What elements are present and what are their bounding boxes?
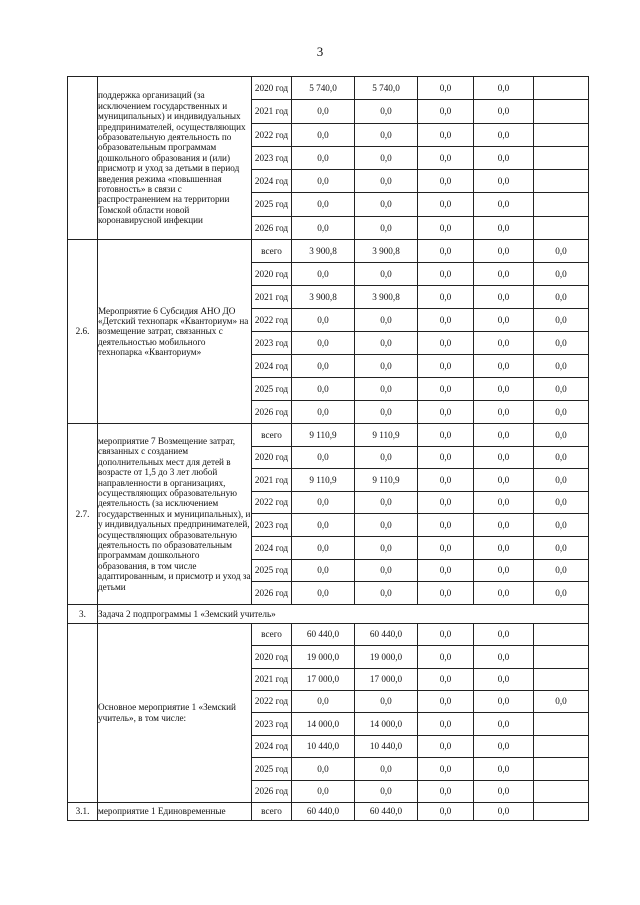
value-cell [534, 668, 589, 690]
value-cell: 0,0 [355, 758, 418, 780]
value-cell: 0,0 [474, 758, 534, 780]
value-cell: 0,0 [418, 424, 474, 447]
value-cell: 0,0 [534, 263, 589, 286]
year-cell: 2021 год [252, 668, 292, 690]
value-cell: 0,0 [355, 355, 418, 378]
value-cell: 60 440,0 [355, 623, 418, 645]
value-cell: 0,0 [418, 668, 474, 690]
value-cell: 0,0 [418, 193, 474, 216]
year-cell: 2026 год [252, 780, 292, 802]
row-code [68, 77, 98, 240]
value-cell [534, 193, 589, 216]
value-cell: 0,0 [355, 146, 418, 169]
value-cell: 0,0 [355, 193, 418, 216]
year-cell: 2025 год [252, 559, 292, 582]
year-cell: 2020 год [252, 263, 292, 286]
value-cell: 10 440,0 [292, 735, 355, 757]
value-cell: 5 740,0 [292, 77, 355, 100]
year-cell: 2020 год [252, 77, 292, 100]
value-cell: 0,0 [418, 446, 474, 469]
year-cell: всего [252, 802, 292, 820]
value-cell: 0,0 [418, 691, 474, 713]
value-cell: 0,0 [355, 537, 418, 560]
row-code [68, 623, 98, 802]
value-cell: 0,0 [474, 491, 534, 514]
value-cell: 0,0 [355, 263, 418, 286]
value-cell: 0,0 [474, 100, 534, 123]
value-cell: 0,0 [534, 537, 589, 560]
value-cell: 0,0 [418, 263, 474, 286]
value-cell: 0,0 [355, 401, 418, 424]
value-cell: 0,0 [355, 559, 418, 582]
value-cell: 3 900,8 [292, 286, 355, 309]
year-cell: 2026 год [252, 401, 292, 424]
value-cell: 0,0 [534, 309, 589, 332]
value-cell [534, 77, 589, 100]
value-cell [534, 216, 589, 239]
value-cell: 0,0 [292, 309, 355, 332]
value-cell: 0,0 [474, 469, 534, 492]
value-cell: 0,0 [418, 758, 474, 780]
value-cell [534, 146, 589, 169]
value-cell [534, 758, 589, 780]
value-cell: 0,0 [534, 355, 589, 378]
value-cell: 0,0 [418, 713, 474, 735]
value-cell: 0,0 [355, 309, 418, 332]
value-cell: 60 440,0 [292, 802, 355, 820]
value-cell: 0,0 [534, 691, 589, 713]
value-cell: 17 000,0 [355, 668, 418, 690]
row-description: Мероприятие 6 Субсидия АНО ДО «Детский технопарк «Кванториум» на возмещение затрат, связанных с деятельностью мобильного технопарка «Кванториум» [98, 240, 252, 424]
page-number: 3 [316, 44, 324, 59]
row-code: 3.1. [68, 802, 98, 820]
year-cell: 2026 год [252, 582, 292, 605]
year-cell: 2022 год [252, 691, 292, 713]
year-cell: 2024 год [252, 355, 292, 378]
budget-table [67, 76, 589, 821]
row-code: 3. [68, 604, 98, 623]
value-cell: 0,0 [355, 332, 418, 355]
value-cell: 0,0 [292, 332, 355, 355]
value-cell: 0,0 [474, 378, 534, 401]
value-cell: 0,0 [292, 582, 355, 605]
value-cell [534, 123, 589, 146]
value-cell: 0,0 [474, 802, 534, 820]
value-cell: 0,0 [474, 537, 534, 560]
table-row [68, 424, 589, 447]
value-cell: 0,0 [418, 469, 474, 492]
value-cell: 19 000,0 [292, 646, 355, 668]
value-cell: 0,0 [418, 309, 474, 332]
value-cell: 0,0 [534, 286, 589, 309]
value-cell: 0,0 [474, 193, 534, 216]
value-cell: 0,0 [474, 780, 534, 802]
value-cell: 0,0 [355, 170, 418, 193]
value-cell: 0,0 [418, 123, 474, 146]
value-cell: 0,0 [474, 332, 534, 355]
year-cell: 2020 год [252, 646, 292, 668]
value-cell: 0,0 [355, 691, 418, 713]
value-cell: 0,0 [418, 514, 474, 537]
value-cell: 0,0 [418, 332, 474, 355]
row-description: поддержка организаций (за исключением государственных и муниципальных) и индивидуальных предпринимателей, осуществляющих образовательную деятельность по образовательным программам дошкольного образования и (или) присмотр и уход за детьми в период введения режима «повышенная готовность» в связи с распространением на территории Томской области новой коронавирусной инфекции [98, 77, 252, 240]
value-cell: 0,0 [534, 582, 589, 605]
value-cell: 3 900,8 [355, 240, 418, 263]
value-cell: 0,0 [474, 123, 534, 146]
value-cell: 0,0 [474, 646, 534, 668]
value-cell: 0,0 [355, 446, 418, 469]
value-cell: 0,0 [292, 216, 355, 239]
value-cell: 0,0 [418, 735, 474, 757]
value-cell: 0,0 [474, 713, 534, 735]
year-cell: 2022 год [252, 309, 292, 332]
value-cell: 0,0 [474, 240, 534, 263]
value-cell: 0,0 [418, 780, 474, 802]
year-cell: 2023 год [252, 713, 292, 735]
value-cell: 0,0 [418, 378, 474, 401]
year-cell: 2024 год [252, 537, 292, 560]
year-cell: 2021 год [252, 469, 292, 492]
year-cell: всего [252, 240, 292, 263]
value-cell: 0,0 [474, 355, 534, 378]
year-cell: 2025 год [252, 378, 292, 401]
value-cell: 0,0 [474, 401, 534, 424]
row-code: 2.7. [68, 424, 98, 605]
value-cell: 60 440,0 [355, 802, 418, 820]
value-cell: 0,0 [418, 170, 474, 193]
value-cell: 0,0 [418, 401, 474, 424]
task-title: Задача 2 подпрограммы 1 «Земский учитель» [98, 604, 589, 623]
value-cell: 0,0 [355, 514, 418, 537]
value-cell: 0,0 [292, 559, 355, 582]
value-cell: 0,0 [534, 378, 589, 401]
value-cell: 5 740,0 [355, 77, 418, 100]
value-cell [534, 802, 589, 820]
value-cell: 0,0 [474, 263, 534, 286]
value-cell: 9 110,9 [355, 469, 418, 492]
value-cell: 60 440,0 [292, 623, 355, 645]
value-cell [534, 170, 589, 193]
value-cell [534, 735, 589, 757]
year-cell: 2021 год [252, 100, 292, 123]
value-cell: 0,0 [292, 758, 355, 780]
year-cell: 2026 год [252, 216, 292, 239]
value-cell: 3 900,8 [292, 240, 355, 263]
year-cell: 2025 год [252, 193, 292, 216]
value-cell [534, 713, 589, 735]
value-cell: 0,0 [474, 216, 534, 239]
value-cell: 0,0 [418, 646, 474, 668]
value-cell: 0,0 [292, 170, 355, 193]
value-cell: 0,0 [355, 780, 418, 802]
value-cell: 0,0 [474, 446, 534, 469]
value-cell: 0,0 [355, 582, 418, 605]
value-cell: 0,0 [474, 691, 534, 713]
value-cell: 0,0 [292, 491, 355, 514]
value-cell: 0,0 [474, 559, 534, 582]
value-cell: 0,0 [292, 193, 355, 216]
value-cell: 0,0 [418, 491, 474, 514]
table-row [68, 604, 589, 623]
value-cell: 14 000,0 [355, 713, 418, 735]
row-description: мероприятие 7 Возмещение затрат, связанных с созданием дополнительных мест для детей в возрасте от 1,5 до 3 лет любой направленности в организациях, осуществляющих образовательную деятельность (за исключением государственных и муниципальных), и у индивидуальных предпринимателей, осуществляющих образовательную деятельность по образовательным программам дошкольного образования, в том числе адаптированным, и присмотр и уход за детьми [98, 424, 252, 605]
table-row [68, 77, 589, 100]
value-cell: 0,0 [534, 469, 589, 492]
value-cell: 0,0 [292, 780, 355, 802]
value-cell: 0,0 [418, 537, 474, 560]
value-cell: 0,0 [534, 446, 589, 469]
value-cell: 0,0 [418, 802, 474, 820]
value-cell: 0,0 [418, 559, 474, 582]
value-cell: 9 110,9 [292, 424, 355, 447]
row-code: 2.6. [68, 240, 98, 424]
year-cell: 2022 год [252, 123, 292, 146]
value-cell: 0,0 [292, 123, 355, 146]
value-cell: 0,0 [474, 170, 534, 193]
year-cell: 2021 год [252, 286, 292, 309]
value-cell [534, 623, 589, 645]
year-cell: 2020 год [252, 446, 292, 469]
value-cell: 0,0 [355, 123, 418, 146]
value-cell: 0,0 [534, 514, 589, 537]
year-cell: всего [252, 424, 292, 447]
year-cell: 2023 год [252, 146, 292, 169]
value-cell: 0,0 [292, 446, 355, 469]
value-cell: 0,0 [418, 77, 474, 100]
value-cell: 10 440,0 [355, 735, 418, 757]
value-cell: 19 000,0 [355, 646, 418, 668]
value-cell: 0,0 [418, 355, 474, 378]
value-cell: 0,0 [534, 240, 589, 263]
value-cell: 0,0 [292, 146, 355, 169]
value-cell: 3 900,8 [355, 286, 418, 309]
value-cell: 0,0 [292, 691, 355, 713]
value-cell: 0,0 [292, 100, 355, 123]
value-cell: 9 110,9 [292, 469, 355, 492]
value-cell: 0,0 [474, 582, 534, 605]
value-cell: 0,0 [418, 623, 474, 645]
value-cell: 0,0 [418, 240, 474, 263]
value-cell: 0,0 [355, 378, 418, 401]
value-cell: 0,0 [474, 146, 534, 169]
value-cell: 0,0 [292, 537, 355, 560]
value-cell: 0,0 [292, 355, 355, 378]
value-cell: 0,0 [474, 286, 534, 309]
year-cell: всего [252, 623, 292, 645]
value-cell: 0,0 [474, 735, 534, 757]
value-cell: 0,0 [292, 514, 355, 537]
row-description: Основное мероприятие 1 «Земский учитель», в том числе: [98, 623, 252, 802]
value-cell: 0,0 [292, 378, 355, 401]
value-cell: 0,0 [474, 514, 534, 537]
value-cell: 0,0 [534, 491, 589, 514]
value-cell: 0,0 [534, 559, 589, 582]
year-cell: 2025 год [252, 758, 292, 780]
value-cell: 0,0 [355, 491, 418, 514]
table-row [68, 623, 589, 645]
value-cell: 0,0 [418, 216, 474, 239]
value-cell: 0,0 [418, 582, 474, 605]
value-cell: 0,0 [534, 332, 589, 355]
value-cell [534, 646, 589, 668]
value-cell: 0,0 [474, 668, 534, 690]
year-cell: 2022 год [252, 491, 292, 514]
table-row [68, 240, 589, 263]
value-cell: 0,0 [292, 263, 355, 286]
value-cell: 0,0 [474, 77, 534, 100]
row-description: мероприятие 1 Единовременные [98, 802, 252, 820]
value-cell: 0,0 [474, 424, 534, 447]
value-cell: 9 110,9 [355, 424, 418, 447]
year-cell: 2024 год [252, 735, 292, 757]
value-cell: 0,0 [534, 401, 589, 424]
value-cell: 0,0 [292, 401, 355, 424]
value-cell: 0,0 [418, 146, 474, 169]
year-cell: 2024 год [252, 170, 292, 193]
value-cell: 17 000,0 [292, 668, 355, 690]
value-cell: 0,0 [474, 623, 534, 645]
value-cell: 0,0 [474, 309, 534, 332]
value-cell: 0,0 [355, 100, 418, 123]
year-cell: 2023 год [252, 514, 292, 537]
year-cell: 2023 год [252, 332, 292, 355]
value-cell: 14 000,0 [292, 713, 355, 735]
value-cell: 0,0 [355, 216, 418, 239]
table-row [68, 802, 589, 820]
value-cell: 0,0 [418, 100, 474, 123]
value-cell: 0,0 [418, 286, 474, 309]
value-cell: 0,0 [534, 424, 589, 447]
value-cell [534, 780, 589, 802]
value-cell [534, 100, 589, 123]
